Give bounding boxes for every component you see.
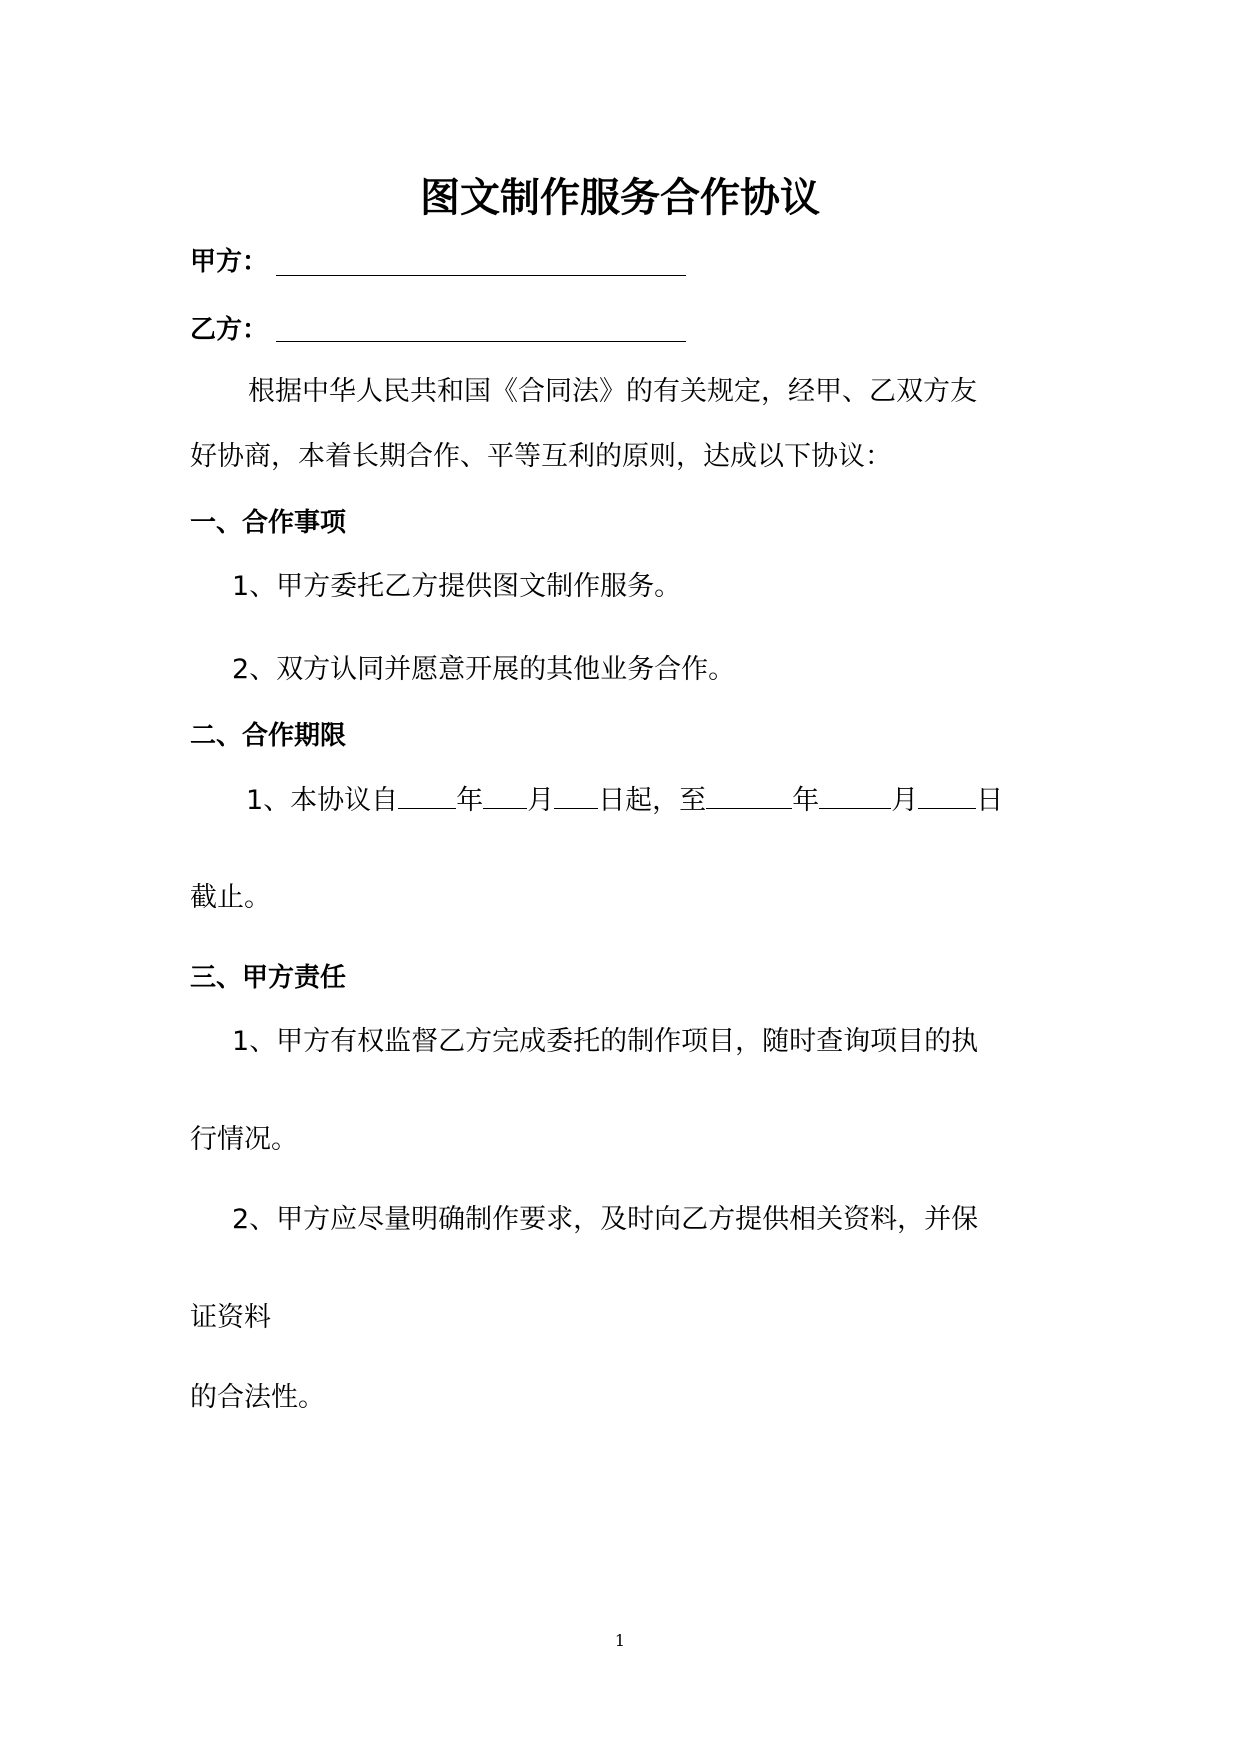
item-number: 1 <box>232 571 250 602</box>
party-a-label: 甲方： <box>190 247 269 277</box>
end-day-blank[interactable] <box>918 780 976 809</box>
month-label: 月 <box>527 785 555 816</box>
preamble-line-2: 好协商，本着长期合作、平等互利的原则，达成以下协议： <box>190 441 892 472</box>
document-title: 图文制作服务合作协议 <box>420 175 820 221</box>
end-month-blank[interactable] <box>819 780 891 809</box>
section-3-item-2-continued-2: 的合法性。 <box>190 1382 325 1413</box>
preamble-line-1: 根据中华人民共和国《合同法》的有关规定，经甲、乙双方友 <box>248 376 977 407</box>
item-number: 1 <box>246 785 264 816</box>
year-label: 年 <box>456 785 484 816</box>
party-b-label: 乙方： <box>190 315 269 345</box>
item-number: 1 <box>232 1026 250 1057</box>
item-text: 、双方认同并愿意开展的其他业务合作。 <box>249 654 736 685</box>
page-number: 1 <box>614 1631 626 1650</box>
section-1-heading: 一、合作事项 <box>190 508 347 538</box>
start-month-blank[interactable] <box>483 780 527 809</box>
item-number: 2 <box>232 654 250 685</box>
item-number: 2 <box>232 1204 250 1235</box>
section-3-item-1-continued: 行情况。 <box>190 1124 298 1155</box>
start-day-blank[interactable] <box>554 780 598 809</box>
section-3-item-1 <box>232 1022 978 1062</box>
section-3-heading: 三、甲方责任 <box>190 963 347 993</box>
section-3-item-2 <box>232 1200 978 1240</box>
item-text: 、甲方委托乙方提供图文制作服务。 <box>249 571 682 602</box>
end-year-blank[interactable] <box>706 780 792 809</box>
item-text: 、本协议自 <box>263 785 399 816</box>
party-b-blank[interactable] <box>276 341 686 342</box>
section-2-heading: 二、合作期限 <box>190 721 347 751</box>
day-label: 日 <box>976 785 1004 816</box>
section-1-item-2 <box>232 650 735 690</box>
year-label: 年 <box>792 785 820 816</box>
start-year-blank[interactable] <box>398 780 456 809</box>
section-1-item-1 <box>232 567 681 607</box>
item-text: 日起，至 <box>598 785 707 816</box>
party-a-blank[interactable] <box>276 275 686 276</box>
section-2-item-1-continued: 截止。 <box>190 882 271 913</box>
section-3-item-2-continued: 证资料 <box>190 1302 271 1333</box>
item-text: 、甲方应尽量明确制作要求，及时向乙方提供相关资料，并保 <box>249 1204 979 1235</box>
section-2-item-1 <box>246 780 1003 821</box>
month-label: 月 <box>891 785 919 816</box>
item-text: 、甲方有权监督乙方完成委托的制作项目，随时查询项目的执 <box>249 1026 979 1057</box>
